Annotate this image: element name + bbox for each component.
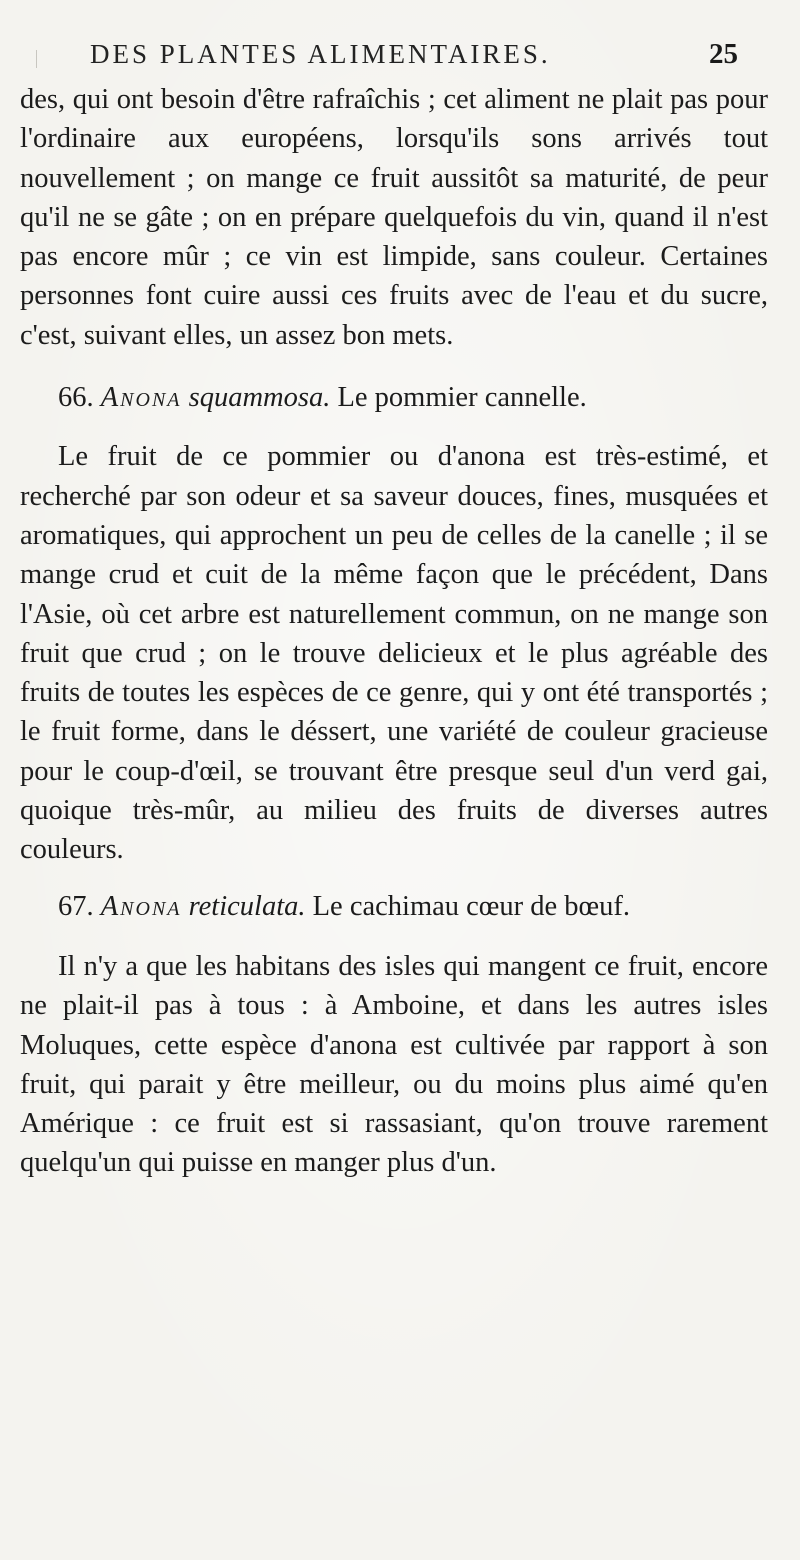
page-header: [90, 38, 738, 82]
page-body: [20, 80, 768, 1183]
running-title: DES PLANTES ALIMENTAIRES.: [90, 39, 551, 69]
entry-heading-66: [20, 378, 768, 417]
entry-species: reticulata.: [188, 890, 306, 922]
entry-common-name: Le pommier cannelle.: [337, 382, 587, 414]
entry-genus: Anona: [100, 890, 182, 922]
entry-heading-67: [20, 887, 768, 926]
entry-genus: Anona: [100, 382, 182, 414]
paragraph-continued: des, qui ont besoin d'être rafraîchis ; cet aliment ne plait pas pour l'ordinaire aux européens, lorsqu'ils sons arrivés tout nouvellement ; on mange ce fruit aussitôt sa maturité, de peur qu'il ne se gâte ; on en prépare quelquefois du vin, quand il n'est pas encore mûr ; ce vin est limpide, sans couleur. Certaines personnes font cuire aussi ces fruits avec de l'eau et du sucre, c'est, suivant elles, un assez bon mets.: [20, 84, 768, 351]
paragraph-anona-squammosa: Le fruit de ce pommier ou d'anona est très-estimé, et recherché par son odeur et sa saveur douces, fines, musquées et aromatiques, qui approchent un peu de celles de la canelle ; il se mange crud et cuit de la même façon que le précédent, Dans l'Asie, où cet arbre est naturellement commun, on ne mange son fruit que crud ; on le trouve delicieux et le plus agréable des fruits de toutes les espèces de ce genre, qui y ont été transportés ; le fruit forme, dans le déssert, une variété de couleur gracieuse pour le coup-d'œil, se trouvant être presque seul d'un verd gai, quoique très-mûr, au milieu des fruits de diverses autres couleurs.: [20, 441, 768, 866]
page-number: 25: [709, 38, 738, 70]
entry-number: 67.: [58, 890, 94, 922]
entry-species: squammosa.: [188, 382, 331, 414]
entry-number: 66.: [58, 382, 94, 414]
margin-mark: [36, 50, 37, 68]
entry-common-name: Le cachimau cœur de bœuf.: [312, 890, 630, 922]
paragraph-anona-reticulata: Il n'y a que les habitans des isles qui mangent ce fruit, encore ne plait-il pas à tous : à Amboine, et dans les autres isles Moluques, cette espèce d'anona est cultivée par rapport à son fruit, qui parait y être meilleur, ou du moins plus aimé qu'en Amérique : ce fruit est si rassasiant, qu'on trouve rarement quelqu'un qui puisse en manger plus d'un.: [20, 950, 768, 1179]
